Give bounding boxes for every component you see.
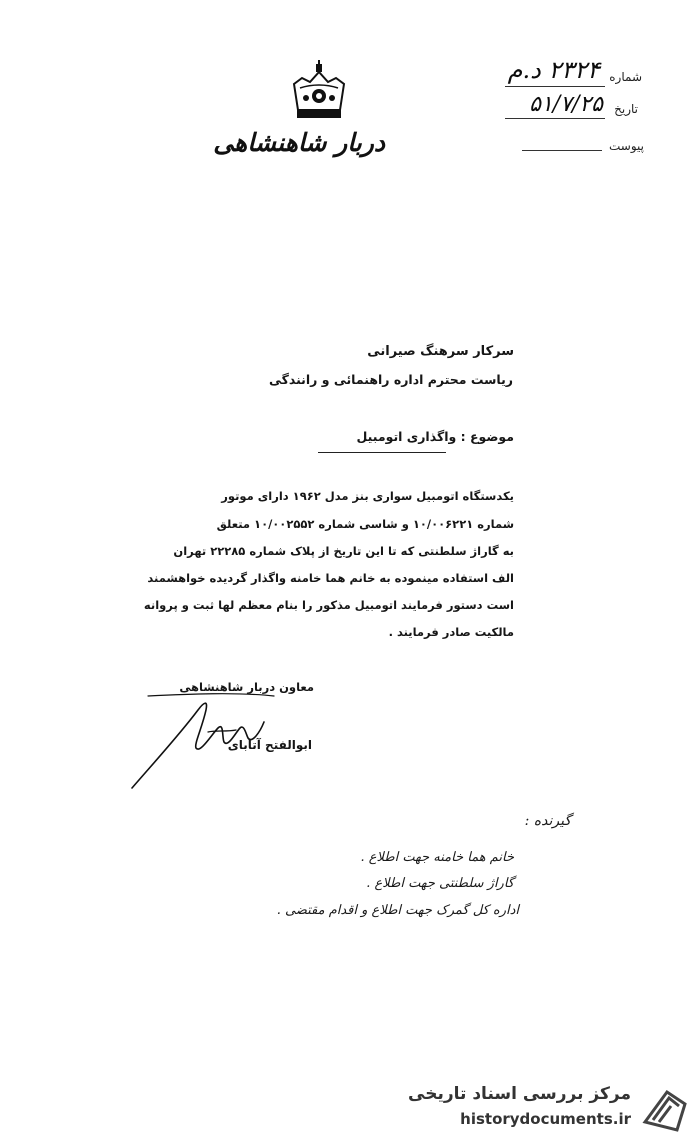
attachment-underline bbox=[522, 150, 602, 151]
subject-line: موضوع : واگذاری اتومبیل bbox=[356, 429, 514, 444]
body-line: به گاراژ سلطنتی که تا این تاریخ از پلاک شماره ۲۲۲۸۵ تهران bbox=[173, 544, 514, 558]
addressee-name: سرکار سرهنگ صیرانی bbox=[367, 344, 514, 359]
date-label: تاریخ bbox=[614, 102, 638, 116]
archive-logo-icon bbox=[637, 1082, 691, 1136]
body-line: است دستور فرمایند اتومبیل مذکور را بنام معظم لها ثبت و پروانه bbox=[143, 598, 514, 612]
watermark-persian: مرکز بررسی اسناد تاریخی bbox=[408, 1084, 631, 1104]
subject-underline bbox=[318, 452, 446, 453]
court-title: دربار شاهنشاهی bbox=[213, 128, 385, 157]
body-line: الف استفاده مینموده به خانم هما خامنه واگذار گردیده خواهشمند bbox=[147, 571, 514, 585]
number-underline bbox=[505, 86, 605, 87]
addressee-title: ریاست محترم اداره راهنمائی و رانندگی bbox=[268, 372, 513, 387]
deputy-title: معاون دربار شاهنشاهی bbox=[179, 680, 314, 694]
date-underline bbox=[505, 118, 605, 119]
date-value: ۵۱/۷/۲۵ bbox=[529, 92, 603, 117]
number-value: ۲۳۲۴ د.م bbox=[507, 56, 600, 84]
attachment-label: پیوست bbox=[609, 139, 644, 153]
signer-name: ابوالفتح آتابای bbox=[227, 738, 312, 752]
number-label: شماره bbox=[609, 70, 642, 84]
recipient-item: خانم هما خامنه جهت اطلاع . bbox=[360, 850, 514, 865]
watermark-url: historydocuments.ir bbox=[460, 1110, 631, 1128]
crown-emblem-icon bbox=[286, 58, 352, 124]
recipient-item: گاراژ سلطنتی جهت اطلاع . bbox=[366, 876, 514, 891]
handwritten-signature bbox=[128, 688, 278, 792]
recipients-title: گیرنده : bbox=[524, 813, 571, 829]
body-line: شماره ۱۰/۰۰۶۲۲۱ و شاسی شماره ۱۰/۰۰۲۵۵۲ متعلق bbox=[216, 517, 514, 531]
recipient-item: اداره کل گمرک جهت اطلاع و اقدام مقتضی . bbox=[276, 903, 519, 918]
body-line: مالکیت صادر فرمایند . bbox=[388, 625, 514, 639]
watermark bbox=[408, 1080, 695, 1138]
body-line: یکدستگاه اتومبیل سواری بنز مدل ۱۹۶۲ دارای موتور bbox=[221, 489, 514, 503]
